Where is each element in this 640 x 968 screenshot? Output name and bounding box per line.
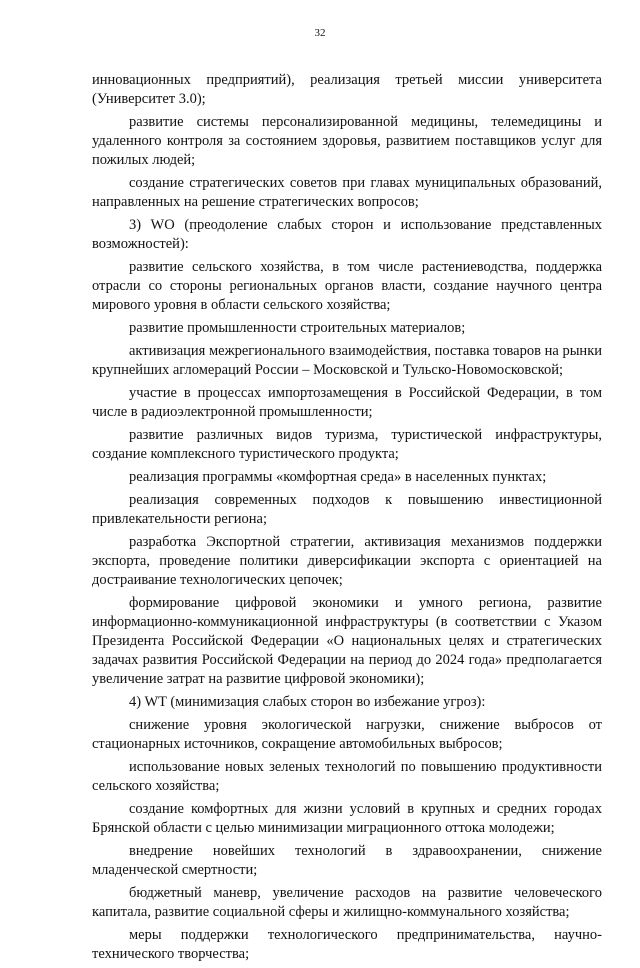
paragraph: использование новых зеленых технологий по повышению продуктивности сельского хозяйства;: [92, 759, 602, 794]
page-number: 32: [314, 27, 326, 39]
paragraph: снижение уровня экологической нагрузки, снижение выбросов от стационарных источников, сокращение автомобильных выбросов;: [92, 717, 602, 752]
section-heading-wt: 4) WT (минимизация слабых сторон во избежание угроз):: [129, 694, 486, 710]
paragraph: развитие различных видов туризма, туристической инфраструктуры, создание комплексного туристического продукта;: [92, 427, 602, 462]
paragraph: развитие сельского хозяйства, в том числе растениеводства, поддержка отрасли со стороны региональных органов власти, создание научного центра мирового уровня в области сельского хозяйства;: [92, 259, 602, 313]
paragraph: развитие системы персонализированной медицины, телемедицины и удаленного контроля за состоянием здоровья, развитием поставщиков услуг для пожилых людей;: [92, 114, 602, 168]
paragraph: создание комфортных для жизни условий в крупных и средних городах Брянской области с целью минимизации миграционного оттока молодежи;: [92, 801, 602, 836]
paragraph: меры поддержки технологического предпринимательства, научно-технического творчества;: [92, 927, 602, 962]
paragraph: развитие промышленности строительных материалов;: [129, 320, 466, 336]
paragraph: активизация межрегионального взаимодействия, поставка товаров на рынки крупнейших агломераций России – Московской и Тульско-Новомосковской;: [92, 343, 602, 378]
paragraph: реализация программы «комфортная среда» в населенных пунктах;: [129, 469, 547, 485]
paragraph: формирование цифровой экономики и умного региона, развитие информационно-коммуникационной инфраструктуры (в соответствии с Указом Президента Российской Федерации «О национальных целях и стратегических задачах развития Российской Федерации на период до 2024 года» предполагается увеличение затрат на развитие цифровой экономики);: [92, 595, 602, 687]
paragraph: создание стратегических советов при главах муниципальных образований, направленных на решение стратегических вопросов;: [92, 175, 602, 210]
paragraph: участие в процессах импортозамещения в Российской Федерации, в том числе в радиоэлектронной промышленности;: [92, 385, 602, 420]
paragraph: разработка Экспортной стратегии, активизация механизмов поддержки экспорта, проведение политики диверсификации экспорта с ориентацией на достраивание технологических цепочек;: [92, 534, 602, 588]
paragraph: бюджетный маневр, увеличение расходов на развитие человеческого капитала, развитие социальной сферы и жилищно-коммунального хозяйства;: [92, 885, 602, 920]
paragraph: реализация современных подходов к повышению инвестиционной привлекательности региона;: [92, 492, 602, 527]
paragraph: инновационных предприятий), реализация третьей миссии университета (Университет 3.0);: [92, 72, 602, 107]
document-body: [92, 71, 602, 968]
paragraph: внедрение новейших технологий в здравоохранении, снижение младенческой смертности;: [92, 843, 602, 878]
section-heading-wo: 3) WO (преодоление слабых сторон и использование представленных возможностей):: [92, 217, 602, 252]
